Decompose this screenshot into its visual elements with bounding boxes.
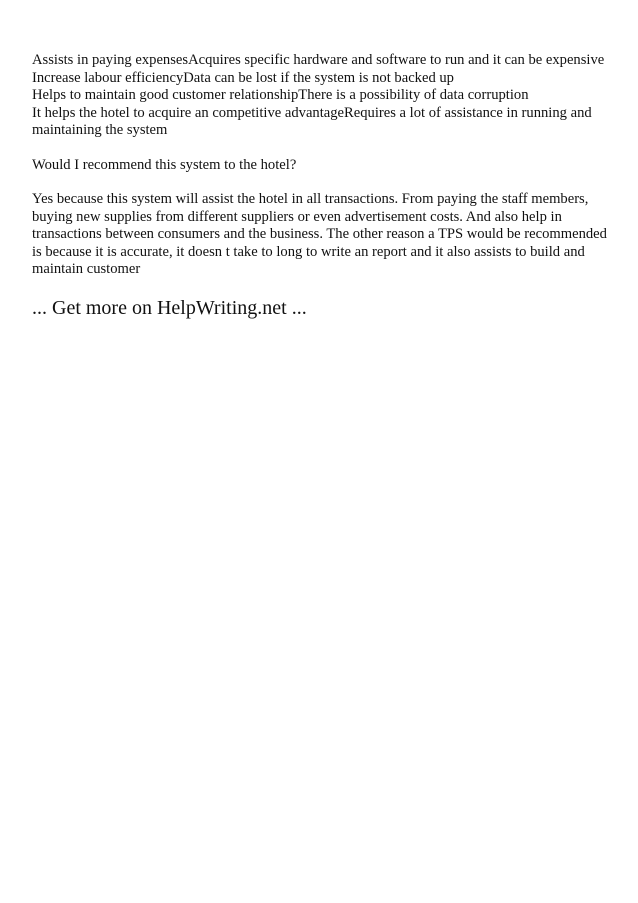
answer-paragraph: Yes because this system will assist the hotel in all transactions. From paying the staff members, buying new supplies from different suppliers or even advertisement costs. And also help in transactions between consumers and the business. The other reason a TPS would be recommended is because it is accurate, it doesn t take to long to write an report and it also assists to build and maintain customer — [32, 191, 607, 277]
comparison-row: Assists in paying expensesAcquires specific hardware and software to run and it can be expensive — [32, 52, 605, 68]
document-page — [32, 52, 612, 320]
comparison-list — [32, 52, 612, 140]
comparison-row: Increase labour efficiencyData can be lost if the system is not backed up — [32, 69, 454, 86]
question-heading: Would I recommend this system to the hotel? — [32, 156, 297, 173]
get-more-link[interactable]: ... Get more on HelpWriting.net ... — [32, 296, 307, 319]
comparison-row: Helps to maintain good customer relationshipThere is a possibility of data corruption — [32, 87, 529, 103]
comparison-row: It helps the hotel to acquire an competitive advantageRequires a lot of assistance in running and maintaining the system — [32, 104, 592, 138]
